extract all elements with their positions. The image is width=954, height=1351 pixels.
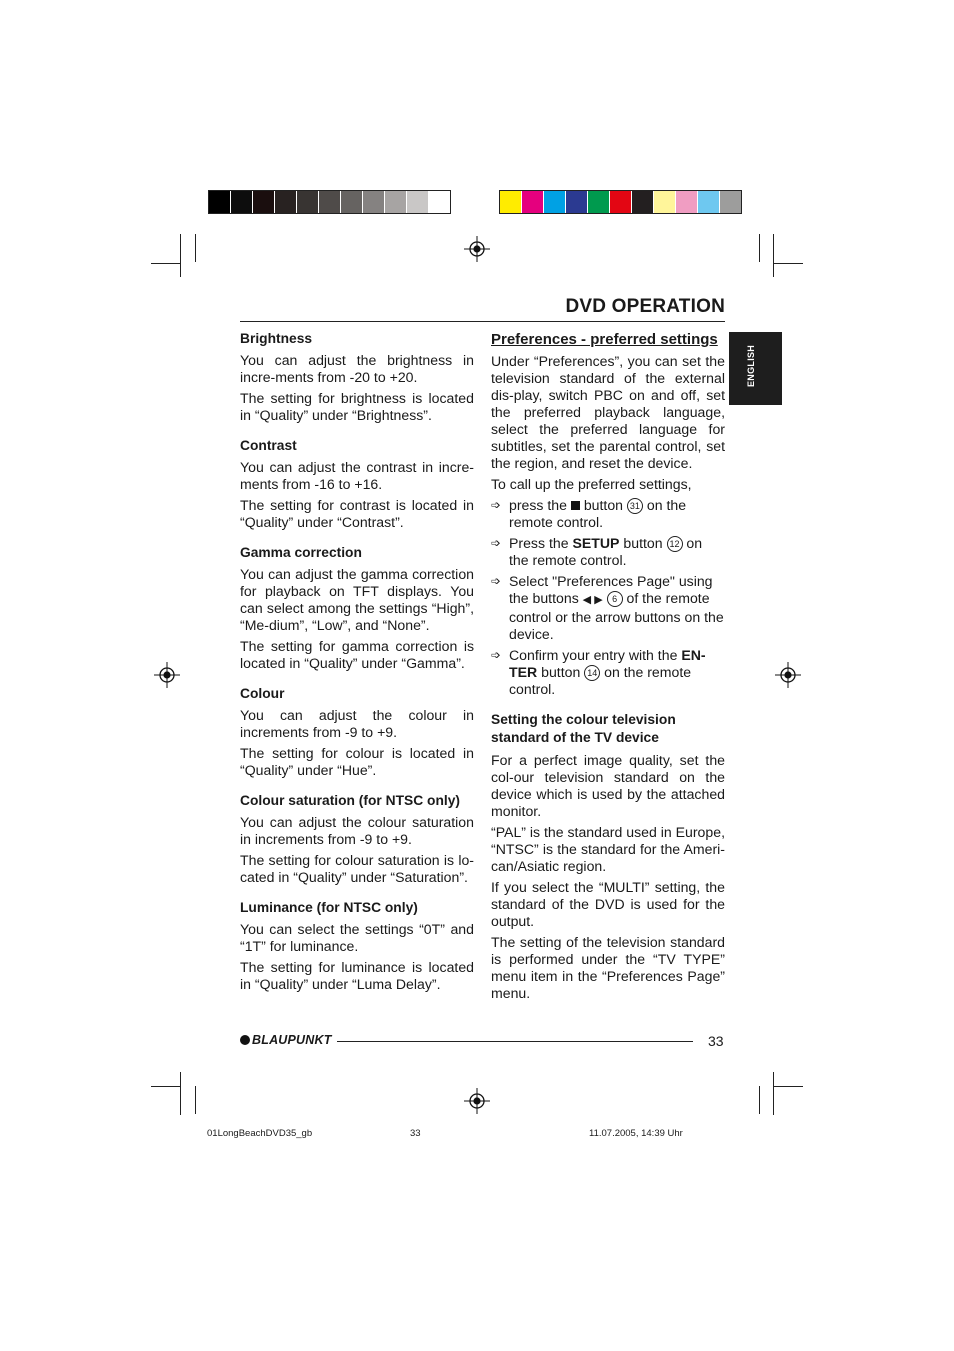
left-right-arrows-icon: ◀ ▶ [582,594,603,606]
color-swatch [231,191,253,213]
crop-mark [773,263,803,264]
page-title: DVD OPERATION [565,296,725,317]
color-swatch [588,191,610,213]
crop-mark [151,1086,181,1087]
crop-mark [195,234,196,262]
imprint-file: 01LongBeachDVD35_gb [207,1128,313,1139]
step-item: ➩ Press the SETUP button 12 on the remote control. [491,535,703,568]
preferences-intro: Under “Preferences”, you can set the television standard of the external dis-play, switch PBC on and off, set the preferred playback language, select the preferred language for subtitles, set the parental control, set the region, and reset the device. [491,353,725,471]
section-heading: Brightness [240,331,313,346]
footer-divider [337,1041,693,1042]
crop-mark [773,1086,803,1087]
color-swatch [522,191,544,213]
paragraph: You can select the settings “0T” and “1T” for luminance. [240,921,474,954]
crop-mark [151,263,181,264]
registration-mark-icon [775,662,801,688]
paragraph: You can adjust the gamma correction for playback on TFT displays. You can select among the settings “High”, “Me-dium”, “Low”, and “None”. [240,566,474,633]
right-column [491,330,725,1006]
paragraph: The setting for brightness is located in “Quality” under “Brightness”. [240,390,474,423]
color-swatch [363,191,385,213]
step-item: ➩ press the button 31 on the remote control. [491,497,687,530]
imprint-date: 11.07.2005, 14:39 Uhr [589,1128,683,1139]
paragraph: “PAL” is the standard used in Europe, “NTSC” is the standard for the Ameri-can/Asiatic region. [491,824,725,874]
color-swatch [698,191,720,213]
section-heading: Colour [240,686,285,701]
paragraph: For a perfect image quality, set the col-our television standard on the device which is used by the attached monitor. [491,752,725,819]
section-heading: Luminance (for NTSC only) [240,900,418,915]
step-item: ➩ Confirm your entry with the EN-TER button 14 on the remote control. [491,647,706,697]
arrow-right-icon: ➩ [491,498,502,512]
left-column [240,330,474,997]
paragraph: If you select the “MULTI” setting, the standard of the DVD is used for the output. [491,879,725,929]
section-heading-tv-standard: Setting the colour television standard of the TV device [491,712,676,745]
section-heading: Gamma correction [240,545,362,560]
crop-mark [773,234,774,277]
arrow-right-icon: ➩ [491,648,502,662]
color-swatch [429,191,450,213]
color-swatch [319,191,341,213]
stop-square-icon [571,501,580,510]
color-swatch [341,191,363,213]
step-item: ➩ Select "Preferences Page" using the buttons ◀ ▶ 6 of the remote control or the arrow buttons on the device. [491,573,724,642]
paragraph: The setting for colour saturation is lo-cated in “Quality” under “Saturation”. [240,852,474,885]
arrow-right-icon: ➩ [491,536,502,550]
button-number-badge: 6 [607,591,623,607]
color-swatch [209,191,231,213]
crop-mark [180,234,181,277]
color-swatch [566,191,588,213]
color-swatch [654,191,676,213]
color-swatch [676,191,698,213]
paragraph: You can adjust the colour saturation in increments from -9 to +9. [240,814,474,847]
color-swatch [297,191,319,213]
paragraph: The setting for colour is located in “Quality” under “Hue”. [240,745,474,778]
paragraph: You can adjust the brightness in incre-ments from -20 to +20. [240,352,474,385]
section-heading: Colour saturation (for NTSC only) [240,793,460,808]
button-number-badge: 31 [627,498,643,514]
crop-mark [195,1086,196,1114]
color-swatch [253,191,275,213]
page-number: 33 [708,1033,724,1049]
gray-calibration-strip [208,190,451,214]
crop-mark [180,1072,181,1115]
color-swatch [407,191,429,213]
logo-dot-icon [240,1035,250,1045]
color-swatch [610,191,632,213]
registration-mark-icon [464,236,490,262]
color-swatch [544,191,566,213]
call-up-text: To call up the preferred settings, [491,476,692,492]
registration-mark-icon [464,1088,490,1114]
paragraph: The setting for luminance is located in “Quality” under “Luma Delay”. [240,959,474,992]
color-calibration-strip [499,190,742,214]
crop-mark [759,1086,760,1114]
arrow-right-icon: ➩ [491,574,502,588]
section-heading-preferences: Preferences - preferred settings [491,331,718,348]
section-heading: Contrast [240,438,297,453]
color-swatch [275,191,297,213]
language-tab [729,332,782,405]
button-number-badge: 12 [667,536,683,552]
paragraph: The setting of the television standard is performed under the “TV TYPE” menu item in the “Preferences Page” menu. [491,934,725,1001]
crop-mark [759,234,760,262]
paragraph: You can adjust the colour in increments from -9 to +9. [240,707,474,740]
registration-mark-icon [154,662,180,688]
brand-logo: BLAUPUNKT [240,1033,332,1047]
color-swatch [720,191,741,213]
imprint-page: 33 [410,1128,421,1139]
color-swatch [500,191,522,213]
button-number-badge: 14 [584,665,600,681]
color-swatch [632,191,654,213]
language-tab-label: ENGLISH [746,344,756,387]
paragraph: The setting for contrast is located in “Quality” under “Contrast”. [240,497,474,530]
paragraph: You can adjust the contrast in incre-ments from -16 to +16. [240,459,474,492]
color-swatch [385,191,407,213]
crop-mark [773,1072,774,1115]
title-divider [240,321,725,322]
paragraph: The setting for gamma correction is located in “Quality” under “Gamma”. [240,638,474,671]
